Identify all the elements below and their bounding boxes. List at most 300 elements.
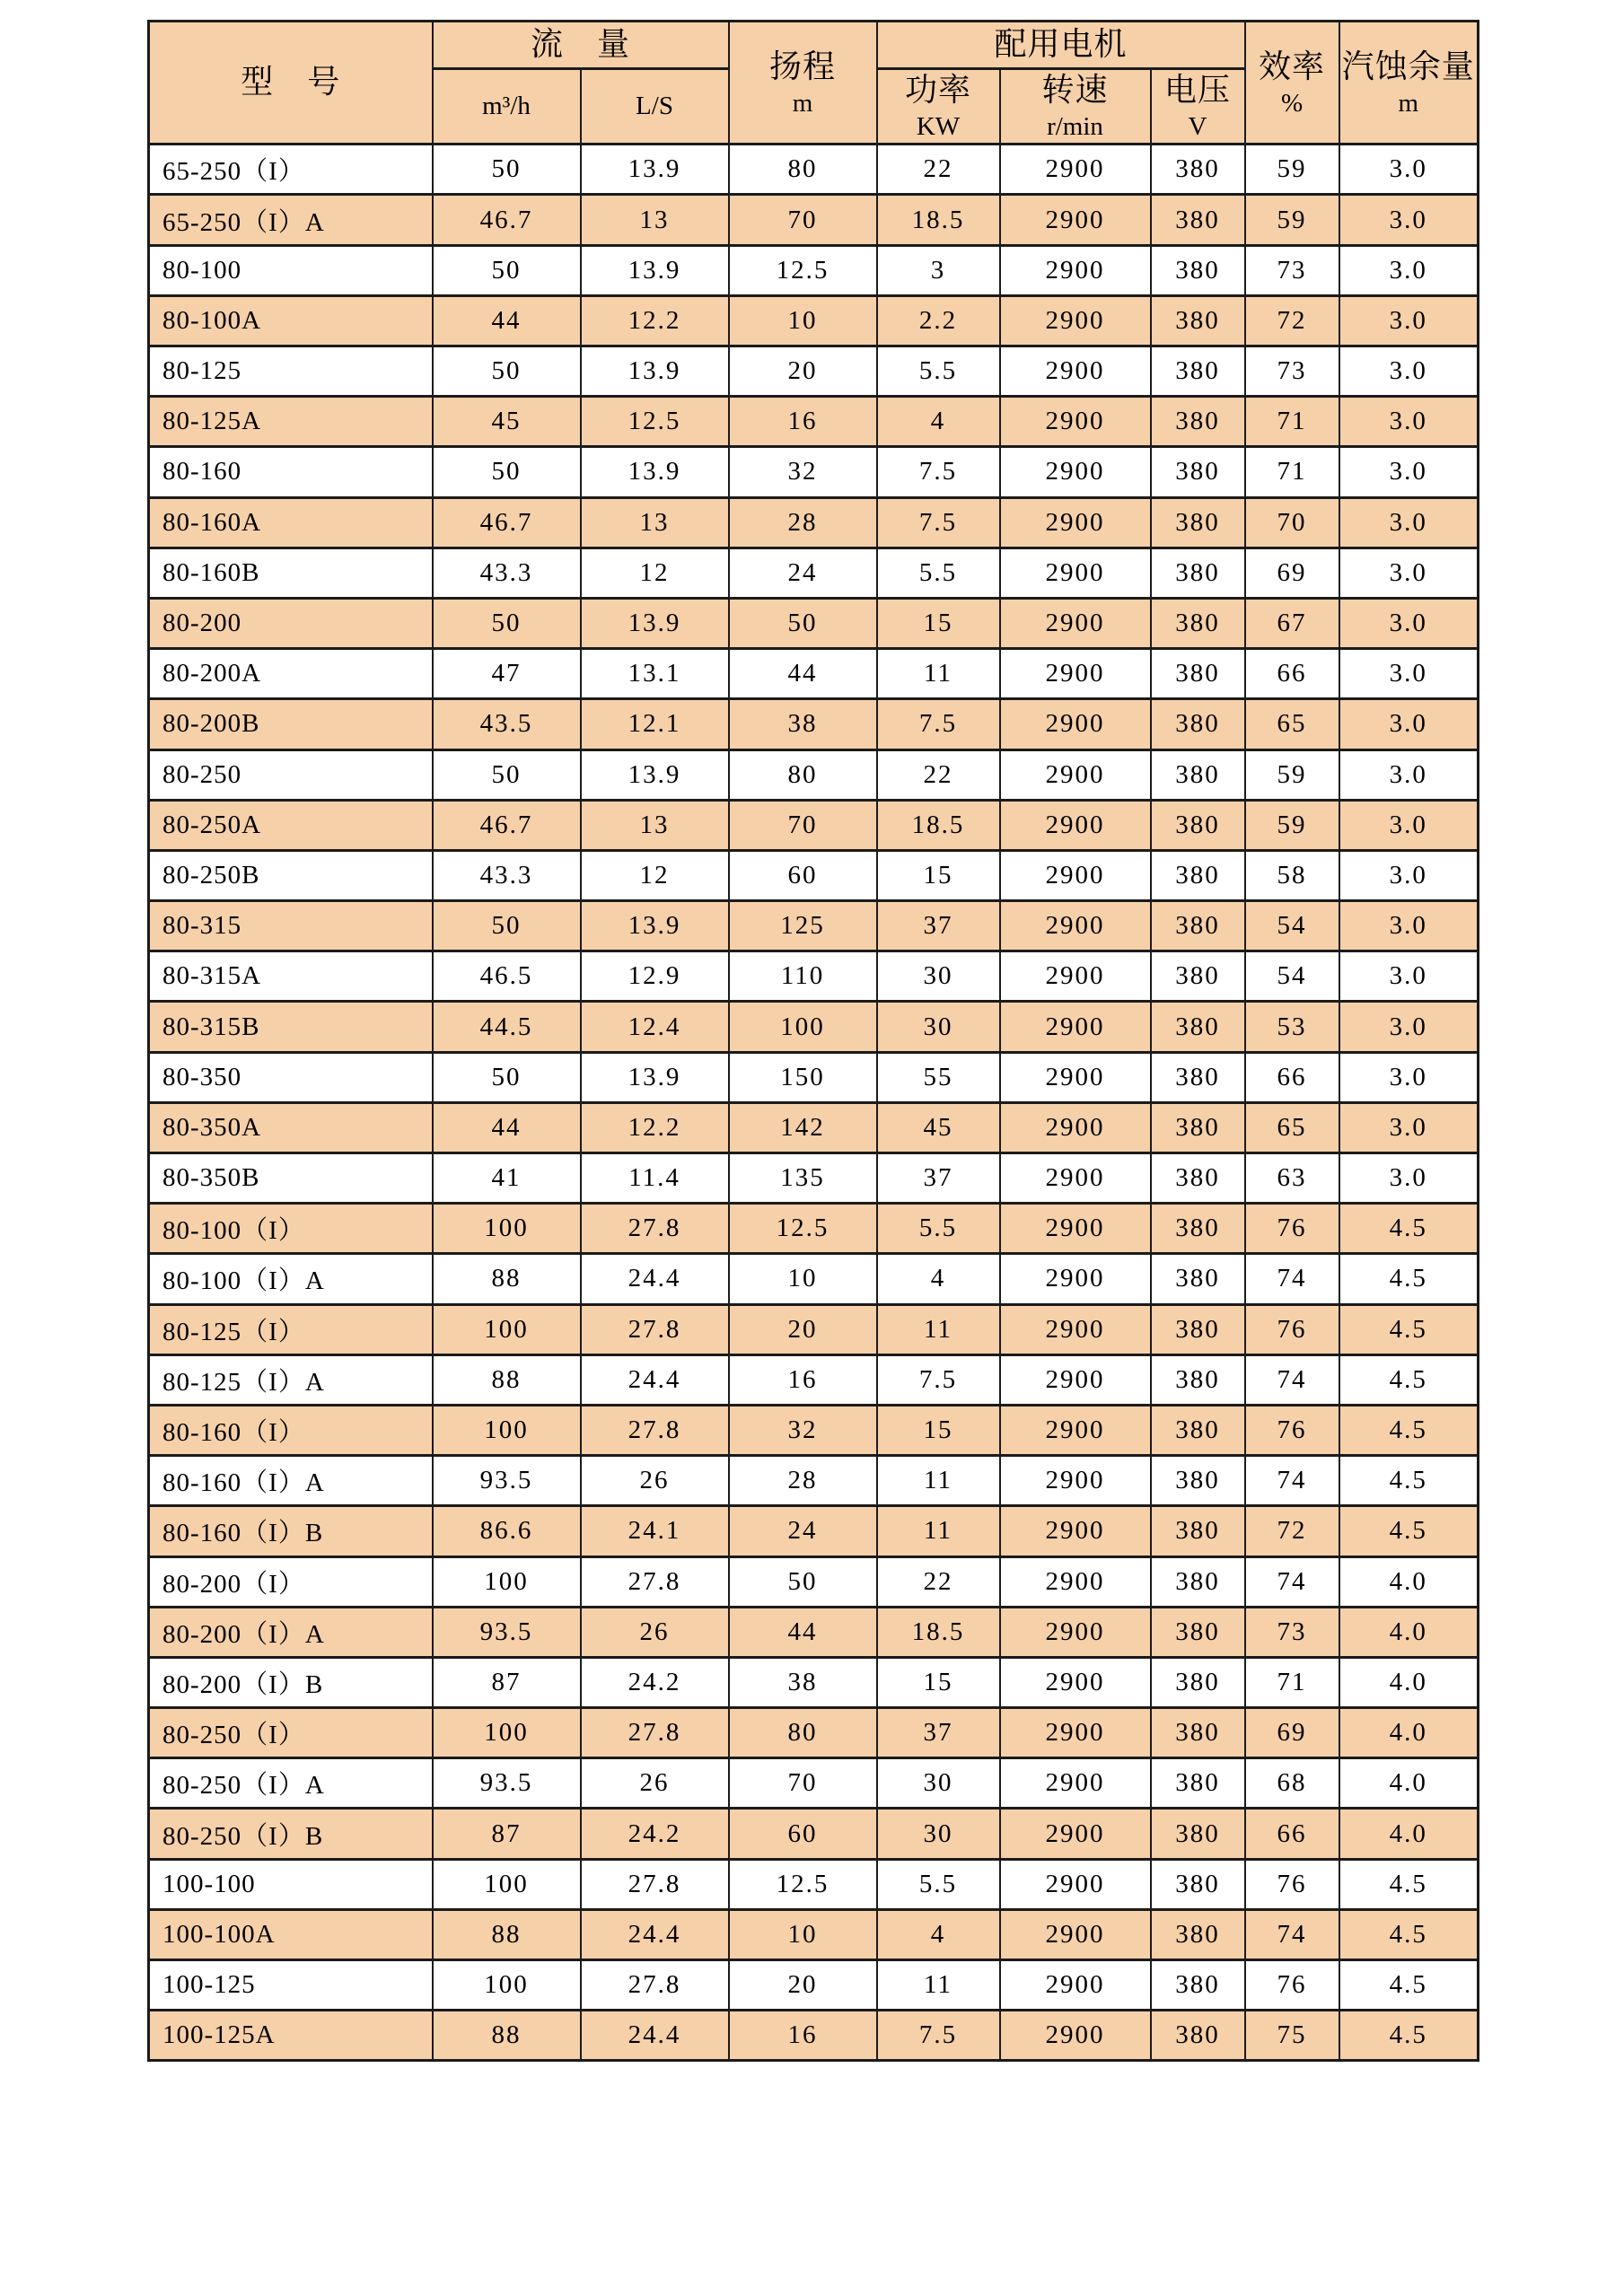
cell-npsh: 4.5 — [1339, 2011, 1479, 2061]
table-row — [149, 346, 1479, 397]
cell-m3h: 45 — [433, 397, 581, 447]
cell-kw: 3 — [877, 245, 1000, 295]
cell-m3h: 93.5 — [433, 1607, 581, 1657]
table-row — [149, 598, 1479, 648]
col-header-flow: 流 量 — [433, 22, 729, 69]
cell-eff: 66 — [1245, 1052, 1339, 1102]
cell-rpm: 2900 — [1000, 1153, 1151, 1204]
cell-kw: 11 — [877, 1456, 1000, 1506]
cell-npsh: 4.5 — [1339, 1960, 1479, 2011]
table-row — [149, 1657, 1479, 1707]
cell-eff: 72 — [1245, 1506, 1339, 1556]
cell-model: 80-160 — [149, 447, 433, 497]
cell-v: 380 — [1151, 1304, 1245, 1354]
cell-npsh: 4.0 — [1339, 1607, 1479, 1657]
cell-model: 80-200A — [149, 649, 433, 699]
cell-kw: 22 — [877, 145, 1000, 195]
cell-model: 100-125A — [149, 2011, 433, 2061]
cell-head: 16 — [729, 2011, 877, 2061]
cell-kw: 5.5 — [877, 548, 1000, 598]
cell-ls: 12 — [581, 548, 729, 598]
cell-eff: 53 — [1245, 1002, 1339, 1052]
cell-npsh: 3.0 — [1339, 497, 1479, 548]
cell-npsh: 3.0 — [1339, 1052, 1479, 1102]
cell-eff: 66 — [1245, 649, 1339, 699]
cell-m3h: 100 — [433, 1204, 581, 1254]
cell-v: 380 — [1151, 1456, 1245, 1506]
col-header-head — [729, 22, 877, 145]
cell-npsh: 3.0 — [1339, 1102, 1479, 1152]
cell-rpm: 2900 — [1000, 1607, 1151, 1657]
cell-v: 380 — [1151, 598, 1245, 648]
cell-model: 80-100（I）A — [149, 1254, 433, 1304]
cell-head: 24 — [729, 1506, 877, 1556]
cell-head: 60 — [729, 850, 877, 900]
cell-eff: 76 — [1245, 1204, 1339, 1254]
cell-npsh: 4.5 — [1339, 1909, 1479, 1959]
cell-npsh: 3.0 — [1339, 397, 1479, 447]
cell-head: 70 — [729, 800, 877, 850]
table-row — [149, 1354, 1479, 1405]
col-header-flow-ls: L/S — [581, 69, 729, 145]
cell-head: 38 — [729, 699, 877, 749]
col-header-speed — [1000, 69, 1151, 145]
cell-ls: 26 — [581, 1607, 729, 1657]
cell-rpm: 2900 — [1000, 2011, 1151, 2061]
cell-npsh: 4.5 — [1339, 1506, 1479, 1556]
cell-eff: 54 — [1245, 951, 1339, 1002]
cell-kw: 30 — [877, 1809, 1000, 1859]
cell-head: 80 — [729, 145, 877, 195]
cell-eff: 72 — [1245, 295, 1339, 346]
cell-ls: 12.2 — [581, 1102, 729, 1152]
cell-kw: 55 — [877, 1052, 1000, 1102]
cell-rpm: 2900 — [1000, 1708, 1151, 1758]
cell-rpm: 2900 — [1000, 1506, 1151, 1556]
cell-rpm: 2900 — [1000, 649, 1151, 699]
cell-model: 80-250B — [149, 850, 433, 900]
cell-eff: 75 — [1245, 2011, 1339, 2061]
cell-m3h: 50 — [433, 901, 581, 951]
cell-npsh: 3.0 — [1339, 548, 1479, 598]
cell-kw: 7.5 — [877, 497, 1000, 548]
cell-ls: 12.2 — [581, 295, 729, 346]
cell-v: 380 — [1151, 901, 1245, 951]
cell-m3h: 50 — [433, 598, 581, 648]
cell-ls: 26 — [581, 1758, 729, 1809]
cell-head: 20 — [729, 346, 877, 397]
cell-eff: 71 — [1245, 447, 1339, 497]
cell-eff: 59 — [1245, 800, 1339, 850]
cell-ls: 27.8 — [581, 1405, 729, 1455]
cell-npsh: 3.0 — [1339, 951, 1479, 1002]
table-row — [149, 951, 1479, 1002]
cell-model: 80-200B — [149, 699, 433, 749]
table-body — [149, 145, 1479, 2061]
cell-m3h: 43.5 — [433, 699, 581, 749]
cell-m3h: 87 — [433, 1809, 581, 1859]
cell-eff: 70 — [1245, 497, 1339, 548]
cell-m3h: 88 — [433, 1909, 581, 1959]
cell-v: 380 — [1151, 447, 1245, 497]
cell-kw: 4 — [877, 1254, 1000, 1304]
cell-eff: 76 — [1245, 1960, 1339, 2011]
cell-head: 20 — [729, 1960, 877, 2011]
cell-kw: 22 — [877, 1556, 1000, 1607]
cell-head: 20 — [729, 1304, 877, 1354]
cell-ls: 13 — [581, 497, 729, 548]
cell-kw: 15 — [877, 850, 1000, 900]
table-row — [149, 245, 1479, 295]
cell-v: 380 — [1151, 295, 1245, 346]
cell-m3h: 46.7 — [433, 497, 581, 548]
cell-v: 380 — [1151, 1052, 1245, 1102]
cell-m3h: 50 — [433, 145, 581, 195]
cell-rpm: 2900 — [1000, 397, 1151, 447]
header-row-groups — [149, 22, 1479, 69]
cell-rpm: 2900 — [1000, 195, 1151, 245]
cell-m3h: 43.3 — [433, 548, 581, 598]
cell-rpm: 2900 — [1000, 1556, 1151, 1607]
cell-head: 80 — [729, 749, 877, 800]
cell-v: 380 — [1151, 2011, 1245, 2061]
cell-m3h: 100 — [433, 1304, 581, 1354]
cell-ls: 24.4 — [581, 1354, 729, 1405]
cell-m3h: 50 — [433, 447, 581, 497]
cell-head: 10 — [729, 295, 877, 346]
cell-kw: 4 — [877, 1909, 1000, 1959]
table-row — [149, 1506, 1479, 1556]
table-row — [149, 2011, 1479, 2061]
table-row — [149, 195, 1479, 245]
cell-npsh: 4.5 — [1339, 1204, 1479, 1254]
cell-v: 380 — [1151, 699, 1245, 749]
cell-v: 380 — [1151, 548, 1245, 598]
cell-kw: 11 — [877, 1960, 1000, 2011]
cell-ls: 13.9 — [581, 145, 729, 195]
table-row — [149, 1859, 1479, 1909]
cell-kw: 11 — [877, 649, 1000, 699]
cell-kw: 2.2 — [877, 295, 1000, 346]
cell-head: 142 — [729, 1102, 877, 1152]
cell-eff: 65 — [1245, 699, 1339, 749]
cell-model: 80-315 — [149, 901, 433, 951]
cell-ls: 12.4 — [581, 1002, 729, 1052]
cell-npsh: 3.0 — [1339, 901, 1479, 951]
cell-ls: 24.1 — [581, 1506, 729, 1556]
cell-v: 380 — [1151, 1002, 1245, 1052]
cell-v: 380 — [1151, 195, 1245, 245]
table-header — [149, 22, 1479, 145]
cell-model: 80-250（I）B — [149, 1809, 433, 1859]
cell-head: 70 — [729, 1758, 877, 1809]
cell-v: 380 — [1151, 1405, 1245, 1455]
cell-head: 10 — [729, 1254, 877, 1304]
col-header-efficiency — [1245, 22, 1339, 145]
cell-model: 80-160A — [149, 497, 433, 548]
cell-v: 380 — [1151, 1657, 1245, 1707]
table-row — [149, 1002, 1479, 1052]
cell-model: 80-125 — [149, 346, 433, 397]
cell-rpm: 2900 — [1000, 1405, 1151, 1455]
cell-eff: 63 — [1245, 1153, 1339, 1204]
cell-m3h: 100 — [433, 1405, 581, 1455]
cell-rpm: 2900 — [1000, 145, 1151, 195]
cell-rpm: 2900 — [1000, 1758, 1151, 1809]
cell-rpm: 2900 — [1000, 1909, 1151, 1959]
cell-rpm: 2900 — [1000, 1859, 1151, 1909]
cell-kw: 18.5 — [877, 195, 1000, 245]
cell-eff: 71 — [1245, 397, 1339, 447]
head-label: 扬程 — [769, 48, 837, 84]
cell-kw: 30 — [877, 1758, 1000, 1809]
speed-unit: r/min — [1047, 112, 1103, 141]
cell-head: 44 — [729, 649, 877, 699]
cell-head: 32 — [729, 1405, 877, 1455]
cell-npsh: 4.0 — [1339, 1657, 1479, 1707]
cell-ls: 13.1 — [581, 649, 729, 699]
cell-kw: 11 — [877, 1506, 1000, 1556]
cell-m3h: 100 — [433, 1556, 581, 1607]
cell-eff: 58 — [1245, 850, 1339, 900]
cell-model: 80-200（I）B — [149, 1657, 433, 1707]
cell-rpm: 2900 — [1000, 1052, 1151, 1102]
cell-eff: 67 — [1245, 598, 1339, 648]
table-row — [149, 145, 1479, 195]
cell-m3h: 88 — [433, 2011, 581, 2061]
cell-head: 125 — [729, 901, 877, 951]
col-header-motor: 配用电机 — [877, 22, 1245, 69]
cell-model: 65-250（I） — [149, 145, 433, 195]
cell-ls: 27.8 — [581, 1859, 729, 1909]
voltage-label: 电压 — [1164, 72, 1232, 108]
cell-kw: 18.5 — [877, 800, 1000, 850]
cell-m3h: 100 — [433, 1960, 581, 2011]
cell-model: 80-315A — [149, 951, 433, 1002]
cell-v: 380 — [1151, 1859, 1245, 1909]
table-row — [149, 1304, 1479, 1354]
cell-npsh: 4.0 — [1339, 1809, 1479, 1859]
cell-eff: 76 — [1245, 1405, 1339, 1455]
cell-model: 80-250（I） — [149, 1708, 433, 1758]
cell-v: 380 — [1151, 649, 1245, 699]
cell-eff: 59 — [1245, 749, 1339, 800]
cell-kw: 15 — [877, 1657, 1000, 1707]
cell-model: 80-100 — [149, 245, 433, 295]
cell-kw: 7.5 — [877, 447, 1000, 497]
cell-rpm: 2900 — [1000, 447, 1151, 497]
cell-model: 80-100A — [149, 295, 433, 346]
cell-model: 80-250A — [149, 800, 433, 850]
cell-ls: 12.1 — [581, 699, 729, 749]
cell-kw: 45 — [877, 1102, 1000, 1152]
cell-eff: 73 — [1245, 346, 1339, 397]
cell-rpm: 2900 — [1000, 1304, 1151, 1354]
power-unit: KW — [916, 112, 961, 141]
cell-kw: 18.5 — [877, 1607, 1000, 1657]
cell-v: 380 — [1151, 749, 1245, 800]
cell-kw: 4 — [877, 397, 1000, 447]
cell-v: 380 — [1151, 1909, 1245, 1959]
cell-ls: 27.8 — [581, 1556, 729, 1607]
table-row — [149, 1153, 1479, 1204]
cell-rpm: 2900 — [1000, 346, 1151, 397]
cell-model: 80-160（I）B — [149, 1506, 433, 1556]
efficiency-label: 效率 — [1259, 48, 1326, 84]
voltage-unit: V — [1188, 112, 1207, 141]
cell-model: 80-200（I）A — [149, 1607, 433, 1657]
cell-npsh: 4.5 — [1339, 1456, 1479, 1506]
cell-head: 135 — [729, 1153, 877, 1204]
cell-rpm: 2900 — [1000, 749, 1151, 800]
efficiency-unit: % — [1280, 88, 1304, 118]
cell-npsh: 4.5 — [1339, 1254, 1479, 1304]
cell-head: 32 — [729, 447, 877, 497]
cell-kw: 30 — [877, 951, 1000, 1002]
cell-eff: 59 — [1245, 195, 1339, 245]
cell-head: 100 — [729, 1002, 877, 1052]
cell-m3h: 50 — [433, 749, 581, 800]
cell-rpm: 2900 — [1000, 245, 1151, 295]
cell-v: 380 — [1151, 245, 1245, 295]
cell-rpm: 2900 — [1000, 800, 1151, 850]
cell-ls: 24.2 — [581, 1809, 729, 1859]
cell-m3h: 41 — [433, 1153, 581, 1204]
cell-head: 150 — [729, 1052, 877, 1102]
cell-ls: 12.5 — [581, 397, 729, 447]
cell-kw: 5.5 — [877, 1204, 1000, 1254]
cell-m3h: 93.5 — [433, 1456, 581, 1506]
cell-m3h: 88 — [433, 1354, 581, 1405]
cell-model: 80-160（I） — [149, 1405, 433, 1455]
cell-eff: 74 — [1245, 1556, 1339, 1607]
cell-m3h: 100 — [433, 1859, 581, 1909]
cell-head: 38 — [729, 1657, 877, 1707]
cell-ls: 24.4 — [581, 1909, 729, 1959]
table-row — [149, 1204, 1479, 1254]
cell-head: 12.5 — [729, 1204, 877, 1254]
cell-head: 28 — [729, 1456, 877, 1506]
cell-eff: 76 — [1245, 1859, 1339, 1909]
cell-ls: 24.2 — [581, 1657, 729, 1707]
cell-model: 80-160B — [149, 548, 433, 598]
cell-v: 380 — [1151, 1556, 1245, 1607]
cell-m3h: 87 — [433, 1657, 581, 1707]
cell-head: 44 — [729, 1607, 877, 1657]
cell-v: 380 — [1151, 497, 1245, 548]
cell-ls: 27.8 — [581, 1304, 729, 1354]
table-row — [149, 1909, 1479, 1959]
cell-model: 80-125（I）A — [149, 1354, 433, 1405]
table-row — [149, 1960, 1479, 2011]
cell-eff: 74 — [1245, 1254, 1339, 1304]
cell-m3h: 88 — [433, 1254, 581, 1304]
col-header-flow-m3h: m³/h — [433, 69, 581, 145]
cell-npsh: 3.0 — [1339, 145, 1479, 195]
cell-kw: 37 — [877, 1153, 1000, 1204]
table-row — [149, 1708, 1479, 1758]
cell-v: 380 — [1151, 145, 1245, 195]
cell-npsh: 3.0 — [1339, 649, 1479, 699]
cell-kw: 15 — [877, 1405, 1000, 1455]
cell-m3h: 50 — [433, 245, 581, 295]
cell-npsh: 3.0 — [1339, 1153, 1479, 1204]
cell-m3h: 50 — [433, 1052, 581, 1102]
pump-spec-table — [147, 20, 1479, 2062]
cell-npsh: 3.0 — [1339, 1002, 1479, 1052]
cell-model: 80-100（I） — [149, 1204, 433, 1254]
cell-v: 380 — [1151, 1254, 1245, 1304]
col-header-voltage — [1151, 69, 1245, 145]
cell-v: 380 — [1151, 850, 1245, 900]
cell-ls: 13.9 — [581, 901, 729, 951]
cell-v: 380 — [1151, 1506, 1245, 1556]
cell-npsh: 3.0 — [1339, 699, 1479, 749]
cell-v: 380 — [1151, 1354, 1245, 1405]
table-row — [149, 649, 1479, 699]
cell-m3h: 43.3 — [433, 850, 581, 900]
cell-npsh: 3.0 — [1339, 800, 1479, 850]
table-row — [149, 749, 1479, 800]
table-row — [149, 548, 1479, 598]
cell-eff: 54 — [1245, 901, 1339, 951]
cell-rpm: 2900 — [1000, 1657, 1151, 1707]
cell-eff: 71 — [1245, 1657, 1339, 1707]
cell-m3h: 46.7 — [433, 800, 581, 850]
cell-model: 80-315B — [149, 1002, 433, 1052]
cell-ls: 26 — [581, 1456, 729, 1506]
cell-rpm: 2900 — [1000, 699, 1151, 749]
cell-npsh: 4.0 — [1339, 1708, 1479, 1758]
cell-npsh: 4.5 — [1339, 1304, 1479, 1354]
cell-npsh: 3.0 — [1339, 850, 1479, 900]
cell-npsh: 4.0 — [1339, 1556, 1479, 1607]
cell-ls: 24.4 — [581, 1254, 729, 1304]
cell-kw: 37 — [877, 1708, 1000, 1758]
cell-rpm: 2900 — [1000, 1456, 1151, 1506]
table-row — [149, 1405, 1479, 1455]
cell-m3h: 93.5 — [433, 1758, 581, 1809]
cell-v: 380 — [1151, 1204, 1245, 1254]
cell-ls: 13.9 — [581, 447, 729, 497]
cell-m3h: 46.7 — [433, 195, 581, 245]
table-row — [149, 1758, 1479, 1809]
cell-kw: 37 — [877, 901, 1000, 951]
cell-eff: 69 — [1245, 1708, 1339, 1758]
cell-model: 80-250（I）A — [149, 1758, 433, 1809]
cell-ls: 27.8 — [581, 1204, 729, 1254]
cell-eff: 69 — [1245, 548, 1339, 598]
cell-rpm: 2900 — [1000, 1002, 1151, 1052]
cell-m3h: 44 — [433, 295, 581, 346]
cell-v: 380 — [1151, 1758, 1245, 1809]
cell-eff: 59 — [1245, 145, 1339, 195]
cell-head: 50 — [729, 598, 877, 648]
cell-model: 80-350B — [149, 1153, 433, 1204]
cell-model: 65-250（I）A — [149, 195, 433, 245]
cell-rpm: 2900 — [1000, 295, 1151, 346]
cell-eff: 65 — [1245, 1102, 1339, 1152]
table-row — [149, 1809, 1479, 1859]
cell-eff: 73 — [1245, 245, 1339, 295]
table-row — [149, 1052, 1479, 1102]
cell-ls: 13.9 — [581, 598, 729, 648]
cell-kw: 22 — [877, 749, 1000, 800]
cell-npsh: 4.0 — [1339, 1758, 1479, 1809]
cell-v: 380 — [1151, 800, 1245, 850]
cell-v: 380 — [1151, 346, 1245, 397]
cell-model: 80-350 — [149, 1052, 433, 1102]
